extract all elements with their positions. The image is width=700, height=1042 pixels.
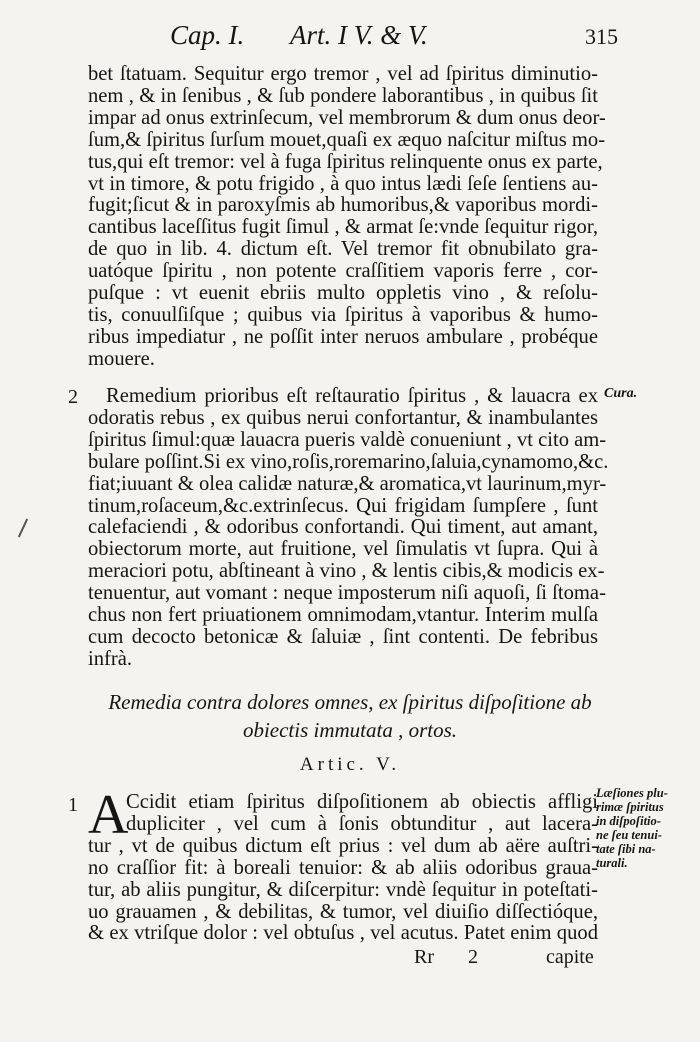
text-line: dupliciter , vel cum à ſonis obtunditur , aut lacera- [126,812,598,835]
page-footer [0,946,700,976]
signature-mark: Rr [414,946,434,968]
page-number: 315 [585,24,618,49]
margin-note-line: tate ſibi na- [596,842,656,856]
drop-capital: A [88,784,129,846]
text-line: & ex vtriſque dolor : vel obtuſus , vel acutus. Patet enim quod [88,922,598,945]
text-line: odoratis rebus , ex quibus nerui confortantur, & inambulantes [88,406,598,429]
signature-number: 2 [468,946,478,968]
section-heading-line: Remedia contra dolores omnes, ex ſpiritus diſpoſitione ab [108,690,592,714]
text-line: uo grauamen , & debilitas, & tumor, vel diuiſio diſſectióque, [88,900,598,923]
text-line: bulare poſſint.Si ex vino,roſis,roremarino,ſaluia,cynamomo,&c. [88,450,609,473]
paragraph-number: 1 [68,794,78,816]
text-line: chus non fert priuationem omnimodam,vtantur. Interim mulſa [88,604,598,627]
margin-note-line: rimæ ſpiritus [596,800,664,814]
text-line: tur , vt de quibus dictum eſt prius : vel dum ab aëre auſtri- [88,834,598,857]
text-line: meraciori potu, abſtineant à vino , & lentis cibis,& modicis ex- [88,560,605,583]
text-line: ſum,& ſpiritus ſurſum mouet,quaſi ex æquo naſcitur miſtus mo- [88,128,606,151]
text-line: tus,qui eſt tremor: vel à fuga ſpiritus relinquente onus ex parte, [88,150,603,173]
margin-note-line: turali. [596,856,628,870]
text-line: tis, conuulſiſque ; quibus via ſpiritus à vaporibus & humo- [88,303,598,326]
margin-note-line: Læſiones plu- [596,786,668,800]
margin-note-line: ne ſeu tenui- [596,828,662,842]
article-title: Artic. V. [299,754,401,775]
text-line: fugit;ſicut & in paroxyſmis ab humoribus,& vaporibus mordi- [88,194,598,217]
text-line: calefaciendi , & odoribus confortandi. Qui timent, aut amant, [88,516,598,539]
text-line: mouere. [88,347,155,370]
running-header [90,20,618,60]
text-line: obiectorum morte, aut fruitione, vel ſimulatis vt ſupra. Qui à [88,538,598,561]
chapter-label: Cap. I. [170,20,245,50]
text-line: impar ad onus extrinſecum, vel membrorum & dum onus deor- [88,106,606,129]
text-line: puſque : vt euenit ebriis multo oppletis vino , & reſolu- [88,282,598,305]
text-line: de quo in lib. 4. dictum eſt. Vel tremor fit obnubilato gra- [88,238,598,261]
paragraph-number: 2 [68,386,78,408]
text-line: fiat;iuuant & olea calidæ naturæ,& aromatica,vt laurinum,myr- [88,472,607,495]
text-line: cum decocto betonicæ & ſaluiæ , ſint contenti. De febribus [88,625,598,648]
text-line: bet ſtatuam. Sequitur ergo tremor , vel ad ſpiritus diminutio- [88,63,598,85]
paragraph-3 [88,784,598,945]
text-line: uatóque ſpiritu , non potente craſſitiem vaporis ferre , cor- [88,260,598,283]
article-label: Art. I V. & V. [290,20,428,50]
text-line: vt in timore, & potu frigido , à quo intus lædi ſeſe ſentiens au- [88,172,598,195]
text-line: nem , & in ſenibus , & ſub pondere laborantibus , in quibus ſit [88,84,598,107]
margin-note-cura: Cura. [604,386,638,401]
catchword: capite [546,946,594,968]
text-line: infrà. [88,647,133,670]
text-line: tinum,roſaceum,&c.extrinſecus. Qui frigidam ſumpſere , ſunt [88,494,598,517]
text-line: Ccidit etiam ſpiritus diſpoſitionem ab obiectis affligi [126,791,598,813]
section-heading-line: obiectis immutata , ortos. [242,718,458,742]
text-line: tenuentur, aut vomant : neque imposterum niſi aquoſi, ſi ſtoma- [88,582,606,605]
section-heading [60,688,640,744]
paragraph-2 [88,385,609,671]
text-line: tur, ab aliis pungitur, & diſcerpitur: vndè ſequitur in poteſtati- [88,878,598,901]
text-line: no craſſior fit: à boreali tenuior: & ab aliis odoribus graua- [88,856,598,879]
margin-stroke [18,519,28,538]
text-line: cantibus laceſſitus fugit ſimul , & armat ſe:vnde ſequitur rigor, [88,216,598,239]
text-line: Remedium prioribus eſt reſtauratio ſpiritus , & lauacra ex [106,385,598,407]
text-line: ſpiritus ſimul:quæ lauacra pueris valdè conueniunt , vt cito am- [88,428,607,451]
margin-note-line: in diſpoſitio- [596,814,661,828]
margin-note-laesiones [596,786,692,870]
text-line: ribus impediatur , ne poſſit inter neruos ambulare , probéque [88,325,598,348]
paragraph-1 [88,63,606,371]
